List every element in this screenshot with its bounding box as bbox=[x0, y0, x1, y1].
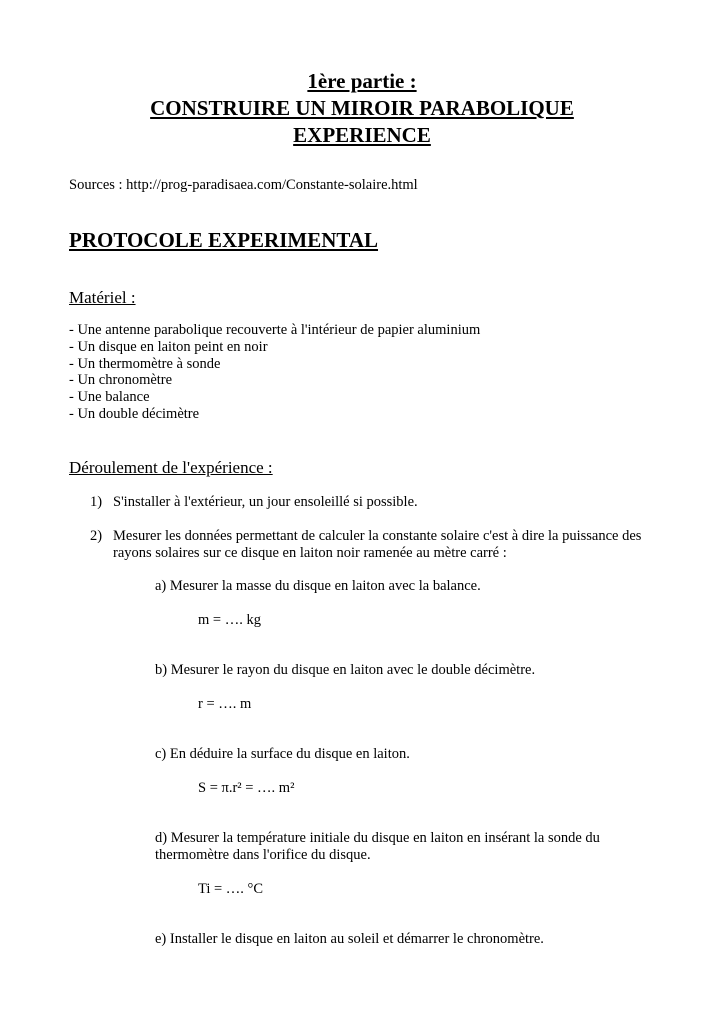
substep-text: a) Mesurer la masse du disque en laiton avec la balance. bbox=[155, 578, 481, 594]
list-item: - Un thermomètre à sonde bbox=[69, 355, 221, 372]
substep-text: d) Mesurer la température initiale du disque en laiton en insérant la sonde du thermomètre dans l'orifice du disque. bbox=[155, 830, 600, 863]
materiel-list bbox=[69, 322, 480, 423]
protocol-heading: PROTOCOLE EXPERIMENTAL bbox=[69, 228, 379, 252]
deroulement-heading: Déroulement de l'expérience : bbox=[69, 458, 273, 477]
list-item: - Un double décimètre bbox=[69, 405, 200, 422]
formula-radius: r = …. m bbox=[198, 696, 252, 712]
list-item: - Un chronomètre bbox=[69, 372, 173, 389]
step-number: 1) bbox=[90, 494, 103, 510]
title-line-part: 1ère partie : bbox=[307, 69, 417, 93]
title-line-main: CONSTRUIRE UN MIROIR PARABOLIQUE bbox=[150, 96, 574, 120]
substep-text: e) Installer le disque en laiton au soleil et démarrer le chronomètre. bbox=[155, 931, 544, 947]
step-text: Mesurer les données permettant de calculer la constante solaire c'est à dire la puissance des rayons solaires sur ce disque en laiton noir ramenée au mètre carré : bbox=[113, 528, 642, 561]
list-item: - Une balance bbox=[69, 389, 150, 406]
substep-text: c) En déduire la surface du disque en laiton. bbox=[155, 746, 410, 762]
document-title bbox=[0, 68, 724, 149]
list-item: - Une antenne parabolique recouverte à l'intérieur de papier aluminium bbox=[69, 322, 481, 338]
list-item: - Un disque en laiton peint en noir bbox=[69, 338, 268, 355]
formula-mass: m = …. kg bbox=[198, 612, 261, 628]
formula-temperature: Ti = …. °C bbox=[198, 881, 264, 897]
substep-text: b) Mesurer le rayon du disque en laiton avec le double décimètre. bbox=[155, 662, 536, 678]
step-number: 2) bbox=[90, 528, 103, 544]
materiel-heading: Matériel : bbox=[69, 288, 136, 307]
step-text: S'installer à l'extérieur, un jour ensoleillé si possible. bbox=[113, 494, 418, 510]
title-line-experience: EXPERIENCE bbox=[293, 123, 431, 147]
formula-surface: S = π.r² = …. m² bbox=[198, 780, 295, 796]
sources-text: Sources : http://prog-paradisaea.com/Constante-solaire.html bbox=[69, 177, 418, 193]
